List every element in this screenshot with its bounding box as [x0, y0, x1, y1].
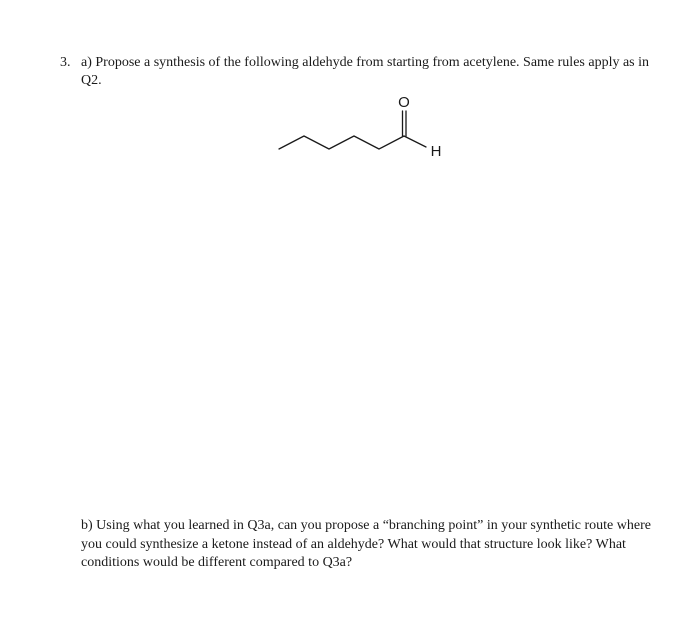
aldehyde-structure	[270, 88, 470, 168]
question-part-a: a) Propose a synthesis of the following aldehyde from starting from acetylene. Same rules apply as in Q2.	[81, 55, 650, 88]
aldehyde-ch-bond	[404, 136, 426, 147]
carbon-skeleton	[279, 111, 426, 149]
oxygen-atom-label: O	[398, 94, 410, 111]
hydrogen-atom-label: H	[430, 143, 442, 160]
alkyl-chain-bond	[279, 136, 404, 149]
question-part-b: b) Using what you learned in Q3a, can you propose a “branching point” in your synthetic route where you could synthesize a ketone instead of an aldehyde? What would that structure look like? What conditions would be different compared to Q3a?	[81, 518, 651, 570]
question-number: 3.	[60, 55, 71, 70]
